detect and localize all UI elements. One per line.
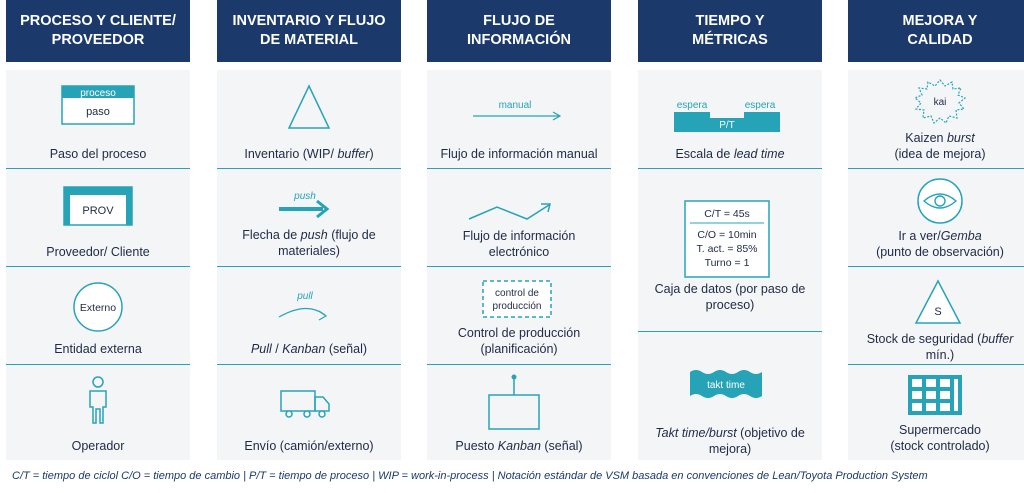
header-line-2: MÉTRICAS: [692, 32, 768, 48]
cell-pull: [217, 267, 401, 364]
cell-kaizen: [848, 70, 1024, 168]
data-box-line-1: C/T = 45s: [704, 208, 750, 220]
takt-label-b: (objetivo de: [736, 426, 805, 440]
cell-supplier: [6, 169, 190, 266]
panel: [6, 70, 190, 460]
kanban-post-label-b: Kanban: [497, 439, 541, 453]
inventory-label: [217, 146, 401, 162]
supplier-label: Proveedor/ Cliente: [46, 245, 150, 259]
header-improvement-quality: [848, 0, 1024, 62]
data-box-line-2: C/O = 10min: [697, 229, 757, 241]
pull-label-d: (señal): [325, 342, 368, 356]
external-label: Entidad externa: [54, 342, 142, 356]
header-line-2: INFORMACIÓN: [467, 32, 571, 48]
kanban-post-label: [427, 438, 611, 454]
cell-supermarket: [848, 365, 1024, 460]
lead-time-label: [638, 146, 822, 162]
header-line-2: PROVEEDOR: [51, 32, 145, 48]
pull-label-c: Kanban: [282, 342, 326, 356]
kaizen-burst-icon: [848, 76, 1024, 128]
header-process-client: [6, 0, 190, 62]
cell-push: [217, 169, 401, 266]
cell-process-step: [6, 70, 190, 168]
external-entity-icon: [6, 279, 190, 339]
data-box-line-3: T. act. = 85%: [696, 243, 758, 255]
process-box-bottom-text: paso: [86, 106, 110, 118]
header-information-flow: [427, 0, 611, 62]
control-box-text-1: control de: [495, 288, 539, 299]
inventory-triangle-icon: [217, 82, 401, 138]
inventory-label-italic: buffer: [337, 147, 370, 161]
pull-label-a: Pull: [250, 342, 272, 356]
cell-manual-flow: [427, 70, 611, 168]
panel: [848, 70, 1024, 460]
footer-note: C/T = tiempo de ciclol C/O = tiempo de cambio | P/T = tiempo de proceso | WIP = work-in-process | Notación estándar de VSM basada en convenciones de Lean/Toyota Production System: [12, 470, 928, 482]
process-step-label: Paso del proceso: [49, 147, 147, 161]
inventory-label-end: ): [369, 147, 374, 161]
truck-icon: [217, 387, 401, 427]
cell-production-control: [427, 267, 611, 364]
electronic-flow-label: [427, 228, 611, 260]
supermarket-label: [848, 422, 1024, 454]
data-box-label: [638, 281, 822, 313]
cell-takt-time: [638, 332, 822, 460]
operator-label: Operador: [71, 439, 125, 453]
cell-operator: [6, 365, 190, 460]
data-box-label-a: Caja de datos (por paso de: [654, 282, 806, 296]
supplier-factory-icon: [6, 183, 190, 233]
control-box-text-2: producción: [492, 301, 542, 312]
safety-label-a: Stock de seguridad (: [866, 332, 982, 346]
panel: [427, 70, 611, 460]
electronic-label-b: electrónico: [488, 245, 550, 259]
panel: [217, 70, 401, 460]
data-box-label-b: proceso): [705, 298, 755, 312]
wait-right-text: espera: [744, 100, 776, 111]
inventory-label-text: Inventario (WIP/: [244, 147, 338, 161]
header-line-2: CALIDAD: [907, 32, 973, 48]
takt-time-label: [638, 425, 822, 457]
control-label-a: Control de producción: [457, 326, 581, 340]
shipment-label: Envío (camión/externo): [244, 439, 374, 453]
header-time-metrics: [638, 0, 822, 62]
push-label-b: push: [300, 228, 328, 242]
push-label-a: Flecha de: [242, 228, 301, 242]
production-control-label: [427, 325, 611, 357]
production-control-box-icon: [427, 279, 611, 323]
supplier-box-text: PROV: [82, 205, 114, 217]
header-line-2: DE MATERIAL: [259, 32, 358, 48]
control-label-b: (planificación): [480, 342, 558, 356]
gemba-label-a: Ir a ver/: [898, 229, 941, 243]
lead-time-ladder-icon: [638, 96, 822, 146]
manual-arrow-icon: [427, 96, 611, 146]
panel: [638, 70, 822, 460]
gemba-label-b: Gemba: [940, 229, 982, 243]
lead-time-label-a: Escala de: [675, 147, 734, 161]
supermarket-label-a: Supermercado: [899, 423, 981, 437]
kaizen-label: [848, 130, 1024, 162]
gemba-label: [848, 228, 1024, 260]
data-box-line-4: Turno = 1: [704, 257, 750, 269]
safety-stock-triangle-icon: [848, 279, 1024, 331]
push-label-c: (flujo de: [327, 228, 376, 242]
external-circle-text: Externo: [79, 302, 117, 314]
cell-kanban-post: [427, 365, 611, 460]
pull-label-b: /: [271, 342, 283, 356]
process-box-top-text: proceso: [80, 88, 116, 99]
supermarket-grid-icon: [848, 373, 1024, 419]
header-line-1: TIEMPO Y: [695, 13, 765, 29]
kanban-post-label-a: Puesto: [455, 439, 498, 453]
manual-word: manual: [498, 100, 532, 111]
manual-flow-label: Flujo de información manual: [440, 147, 598, 161]
process-box-icon: [6, 82, 190, 142]
push-label: [217, 227, 401, 259]
cell-gemba: [848, 169, 1024, 266]
kai-word: kai: [933, 97, 947, 108]
header-line-1: MEJORA Y: [902, 13, 978, 29]
pull-arrow-icon: [217, 287, 401, 337]
kanban-post-icon: [427, 371, 611, 433]
header-inventory-flow: [217, 0, 401, 62]
header-line-1: INVENTARIO Y FLUJO: [232, 13, 386, 29]
cell-external: [6, 267, 190, 364]
push-word: push: [294, 191, 316, 202]
eye-icon: [848, 175, 1024, 231]
cell-data-box: [638, 169, 822, 329]
safety-stock-label: [848, 331, 1024, 363]
lead-time-label-b: lead time: [733, 147, 785, 161]
cell-electronic-flow: [427, 169, 611, 266]
header-line-1: PROCESO Y CLIENTE/: [20, 13, 176, 29]
cell-shipment: [217, 365, 401, 460]
operator-icon: [6, 375, 190, 427]
pull-word: pull: [297, 291, 313, 302]
takt-label-c: mejora): [708, 442, 752, 456]
pt-text: P/T: [719, 120, 735, 131]
cell-safety-stock: [848, 267, 1024, 364]
header-line-1: FLUJO DE: [483, 13, 555, 29]
takt-box-text: takt time: [707, 380, 745, 391]
kanban-post-label-c: (señal): [540, 439, 583, 453]
kaizen-label-a: Kaizen: [905, 131, 947, 145]
cell-inventory: [217, 70, 401, 168]
data-box-icon: [638, 199, 822, 281]
takt-label-a: Takt time/burst: [655, 426, 737, 440]
kaizen-label-b: burst: [946, 131, 975, 145]
kaizen-label-c: (idea de mejora): [894, 147, 986, 161]
pull-label: [217, 341, 401, 357]
safety-label-b: buffer: [981, 332, 1014, 346]
safety-label-c: mín.): [925, 348, 955, 362]
takt-time-burst-icon: [638, 366, 822, 406]
supermarket-label-b: (stock controlado): [890, 439, 990, 453]
cell-lead-time: [638, 70, 822, 168]
wait-left-text: espera: [676, 100, 708, 111]
gemba-label-c: (punto de observación): [876, 245, 1004, 259]
safety-letter: S: [934, 306, 942, 318]
push-label-d: materiales): [278, 244, 340, 258]
electronic-label-a: Flujo de información: [462, 229, 576, 243]
